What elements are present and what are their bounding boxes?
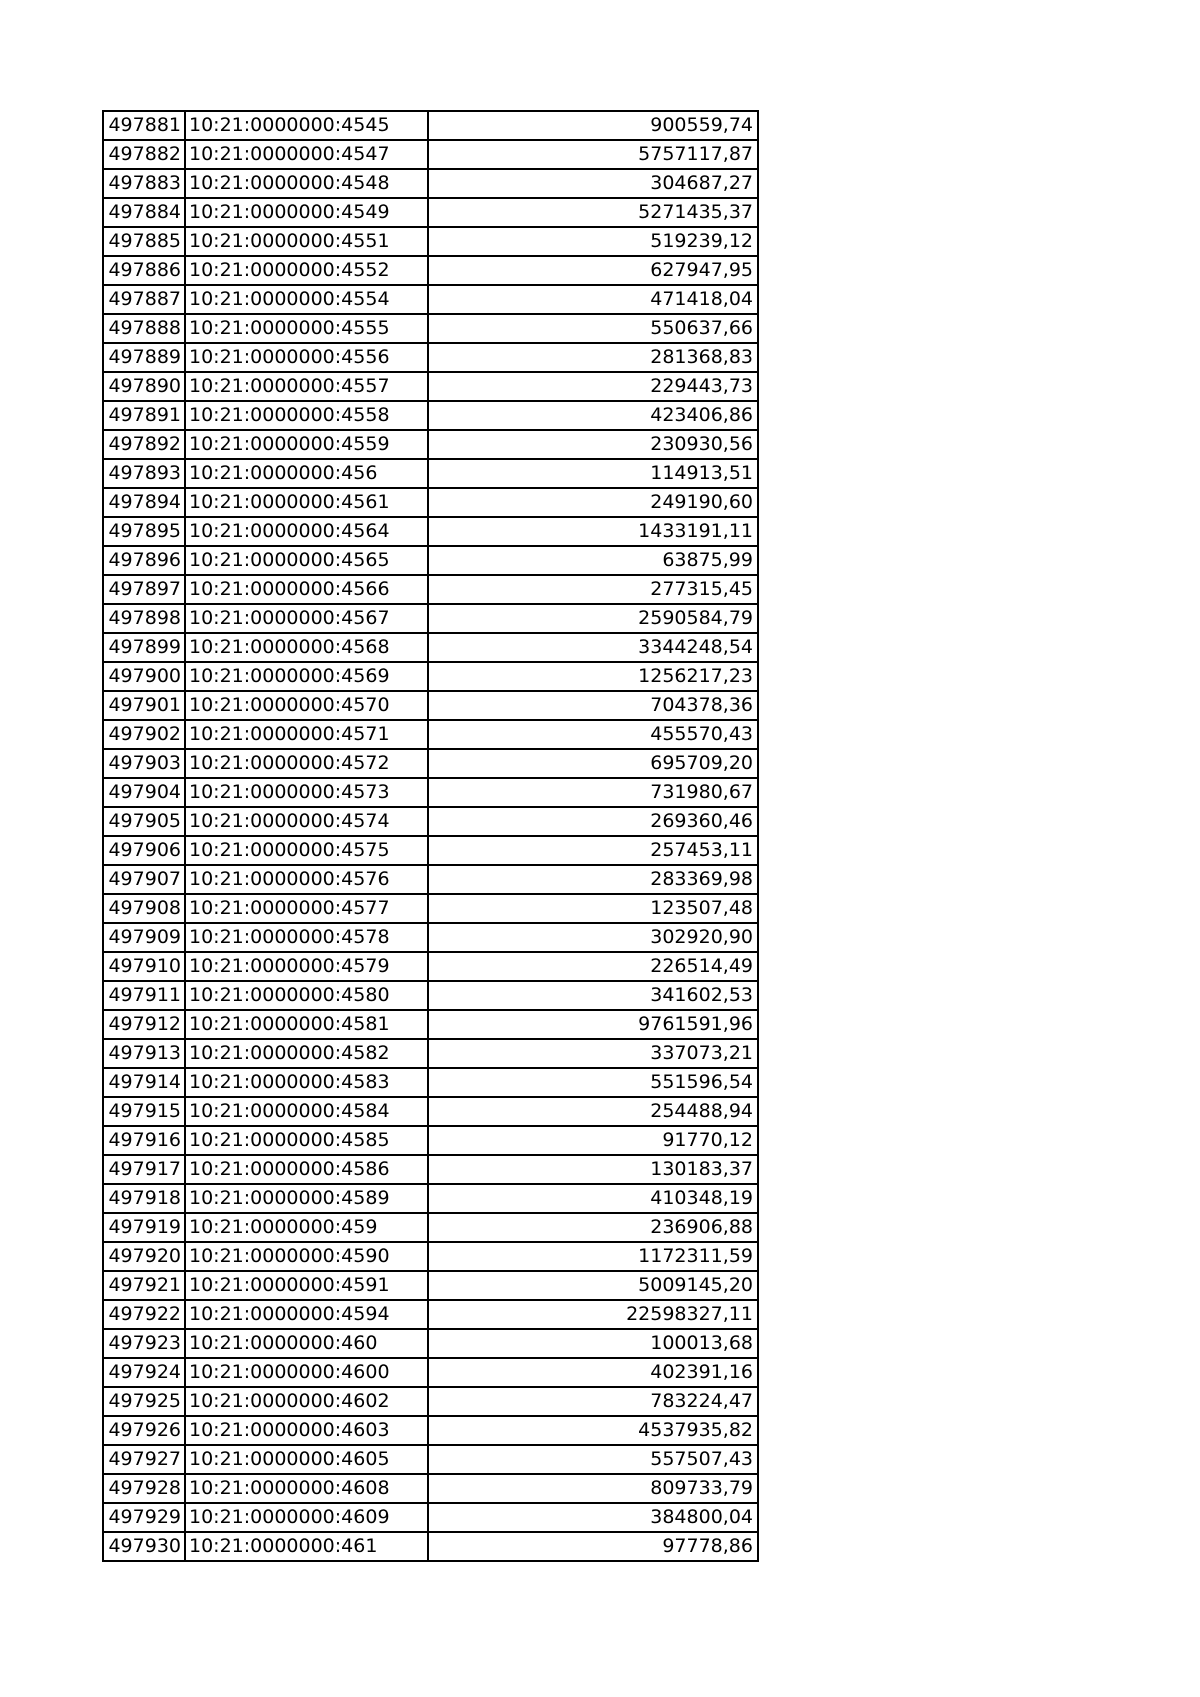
cadastral-code-cell: 10:21:0000000:4552 bbox=[185, 256, 428, 285]
cadastral-code-cell: 10:21:0000000:4556 bbox=[185, 343, 428, 372]
row-id-cell: 497898 bbox=[103, 604, 185, 633]
table-row bbox=[103, 981, 758, 1010]
document-page bbox=[102, 110, 759, 1562]
table-row bbox=[103, 1474, 758, 1503]
cadastral-code-cell: 10:21:0000000:4584 bbox=[185, 1097, 428, 1126]
cadastral-code-cell: 10:21:0000000:4548 bbox=[185, 169, 428, 198]
cadastral-code-cell: 10:21:0000000:4594 bbox=[185, 1300, 428, 1329]
row-id-cell: 497927 bbox=[103, 1445, 185, 1474]
row-id-cell: 497907 bbox=[103, 865, 185, 894]
table-row bbox=[103, 1039, 758, 1068]
amount-cell: 2590584,79 bbox=[428, 604, 758, 633]
cadastral-code-cell: 10:21:0000000:4549 bbox=[185, 198, 428, 227]
table-row bbox=[103, 691, 758, 720]
data-table bbox=[102, 110, 759, 1562]
amount-cell: 254488,94 bbox=[428, 1097, 758, 1126]
amount-cell: 695709,20 bbox=[428, 749, 758, 778]
cadastral-code-cell: 10:21:0000000:4555 bbox=[185, 314, 428, 343]
cadastral-code-cell: 10:21:0000000:4566 bbox=[185, 575, 428, 604]
cadastral-code-cell: 10:21:0000000:4582 bbox=[185, 1039, 428, 1068]
cadastral-code-cell: 10:21:0000000:4605 bbox=[185, 1445, 428, 1474]
table-row bbox=[103, 1213, 758, 1242]
row-id-cell: 497911 bbox=[103, 981, 185, 1010]
row-id-cell: 497896 bbox=[103, 546, 185, 575]
row-id-cell: 497916 bbox=[103, 1126, 185, 1155]
cadastral-code-cell: 10:21:0000000:4573 bbox=[185, 778, 428, 807]
amount-cell: 337073,21 bbox=[428, 1039, 758, 1068]
row-id-cell: 497922 bbox=[103, 1300, 185, 1329]
amount-cell: 9761591,96 bbox=[428, 1010, 758, 1039]
row-id-cell: 497893 bbox=[103, 459, 185, 488]
amount-cell: 277315,45 bbox=[428, 575, 758, 604]
table-row bbox=[103, 546, 758, 575]
table-row bbox=[103, 256, 758, 285]
cadastral-code-cell: 10:21:0000000:4554 bbox=[185, 285, 428, 314]
amount-cell: 731980,67 bbox=[428, 778, 758, 807]
amount-cell: 304687,27 bbox=[428, 169, 758, 198]
amount-cell: 236906,88 bbox=[428, 1213, 758, 1242]
cadastral-code-cell: 10:21:0000000:4572 bbox=[185, 749, 428, 778]
cadastral-code-cell: 10:21:0000000:4586 bbox=[185, 1155, 428, 1184]
amount-cell: 100013,68 bbox=[428, 1329, 758, 1358]
amount-cell: 3344248,54 bbox=[428, 633, 758, 662]
row-id-cell: 497921 bbox=[103, 1271, 185, 1300]
amount-cell: 423406,86 bbox=[428, 401, 758, 430]
table-row bbox=[103, 662, 758, 691]
row-id-cell: 497887 bbox=[103, 285, 185, 314]
cadastral-code-cell: 10:21:0000000:4551 bbox=[185, 227, 428, 256]
table-row bbox=[103, 1184, 758, 1213]
table-row bbox=[103, 285, 758, 314]
amount-cell: 130183,37 bbox=[428, 1155, 758, 1184]
amount-cell: 550637,66 bbox=[428, 314, 758, 343]
cadastral-code-cell: 10:21:0000000:4603 bbox=[185, 1416, 428, 1445]
cadastral-code-cell: 10:21:0000000:4579 bbox=[185, 952, 428, 981]
cadastral-code-cell: 10:21:0000000:459 bbox=[185, 1213, 428, 1242]
cadastral-code-cell: 10:21:0000000:4602 bbox=[185, 1387, 428, 1416]
table-row bbox=[103, 140, 758, 169]
amount-cell: 283369,98 bbox=[428, 865, 758, 894]
cadastral-code-cell: 10:21:0000000:4581 bbox=[185, 1010, 428, 1039]
cadastral-code-cell: 10:21:0000000:4570 bbox=[185, 691, 428, 720]
table-row bbox=[103, 1155, 758, 1184]
table-row bbox=[103, 1329, 758, 1358]
table-row bbox=[103, 1242, 758, 1271]
row-id-cell: 497890 bbox=[103, 372, 185, 401]
amount-cell: 257453,11 bbox=[428, 836, 758, 865]
row-id-cell: 497912 bbox=[103, 1010, 185, 1039]
table-row bbox=[103, 894, 758, 923]
cadastral-code-cell: 10:21:0000000:4561 bbox=[185, 488, 428, 517]
cadastral-code-cell: 10:21:0000000:456 bbox=[185, 459, 428, 488]
amount-cell: 402391,16 bbox=[428, 1358, 758, 1387]
cadastral-code-cell: 10:21:0000000:4590 bbox=[185, 1242, 428, 1271]
table-row bbox=[103, 1445, 758, 1474]
table-row bbox=[103, 1271, 758, 1300]
table-row bbox=[103, 575, 758, 604]
row-id-cell: 497909 bbox=[103, 923, 185, 952]
table-row bbox=[103, 923, 758, 952]
cadastral-code-cell: 10:21:0000000:4577 bbox=[185, 894, 428, 923]
row-id-cell: 497882 bbox=[103, 140, 185, 169]
table-row bbox=[103, 517, 758, 546]
table-row bbox=[103, 488, 758, 517]
amount-cell: 384800,04 bbox=[428, 1503, 758, 1532]
amount-cell: 63875,99 bbox=[428, 546, 758, 575]
row-id-cell: 497923 bbox=[103, 1329, 185, 1358]
table-row bbox=[103, 720, 758, 749]
table-row bbox=[103, 227, 758, 256]
cadastral-code-cell: 10:21:0000000:4578 bbox=[185, 923, 428, 952]
row-id-cell: 497900 bbox=[103, 662, 185, 691]
cadastral-code-cell: 10:21:0000000:4564 bbox=[185, 517, 428, 546]
row-id-cell: 497897 bbox=[103, 575, 185, 604]
row-id-cell: 497885 bbox=[103, 227, 185, 256]
row-id-cell: 497905 bbox=[103, 807, 185, 836]
table-row bbox=[103, 1010, 758, 1039]
amount-cell: 410348,19 bbox=[428, 1184, 758, 1213]
row-id-cell: 497919 bbox=[103, 1213, 185, 1242]
amount-cell: 91770,12 bbox=[428, 1126, 758, 1155]
row-id-cell: 497928 bbox=[103, 1474, 185, 1503]
cadastral-code-cell: 10:21:0000000:4557 bbox=[185, 372, 428, 401]
amount-cell: 1256217,23 bbox=[428, 662, 758, 691]
table-row bbox=[103, 314, 758, 343]
cadastral-code-cell: 10:21:0000000:4589 bbox=[185, 1184, 428, 1213]
cadastral-code-cell: 10:21:0000000:4559 bbox=[185, 430, 428, 459]
amount-cell: 97778,86 bbox=[428, 1532, 758, 1561]
cadastral-code-cell: 10:21:0000000:4583 bbox=[185, 1068, 428, 1097]
table-row bbox=[103, 430, 758, 459]
row-id-cell: 497917 bbox=[103, 1155, 185, 1184]
amount-cell: 455570,43 bbox=[428, 720, 758, 749]
amount-cell: 5009145,20 bbox=[428, 1271, 758, 1300]
table-row bbox=[103, 1416, 758, 1445]
row-id-cell: 497914 bbox=[103, 1068, 185, 1097]
amount-cell: 519239,12 bbox=[428, 227, 758, 256]
row-id-cell: 497895 bbox=[103, 517, 185, 546]
row-id-cell: 497894 bbox=[103, 488, 185, 517]
amount-cell: 809733,79 bbox=[428, 1474, 758, 1503]
row-id-cell: 497920 bbox=[103, 1242, 185, 1271]
row-id-cell: 497926 bbox=[103, 1416, 185, 1445]
table-row bbox=[103, 372, 758, 401]
table-body bbox=[103, 111, 758, 1561]
amount-cell: 229443,73 bbox=[428, 372, 758, 401]
table-row bbox=[103, 1300, 758, 1329]
row-id-cell: 497904 bbox=[103, 778, 185, 807]
cadastral-code-cell: 10:21:0000000:460 bbox=[185, 1329, 428, 1358]
row-id-cell: 497929 bbox=[103, 1503, 185, 1532]
amount-cell: 4537935,82 bbox=[428, 1416, 758, 1445]
amount-cell: 627947,95 bbox=[428, 256, 758, 285]
row-id-cell: 497888 bbox=[103, 314, 185, 343]
row-id-cell: 497883 bbox=[103, 169, 185, 198]
row-id-cell: 497901 bbox=[103, 691, 185, 720]
amount-cell: 471418,04 bbox=[428, 285, 758, 314]
row-id-cell: 497899 bbox=[103, 633, 185, 662]
amount-cell: 551596,54 bbox=[428, 1068, 758, 1097]
row-id-cell: 497910 bbox=[103, 952, 185, 981]
table-row bbox=[103, 1532, 758, 1561]
cadastral-code-cell: 10:21:0000000:4569 bbox=[185, 662, 428, 691]
row-id-cell: 497930 bbox=[103, 1532, 185, 1561]
amount-cell: 704378,36 bbox=[428, 691, 758, 720]
table-row bbox=[103, 604, 758, 633]
table-row bbox=[103, 836, 758, 865]
table-row bbox=[103, 169, 758, 198]
row-id-cell: 497918 bbox=[103, 1184, 185, 1213]
row-id-cell: 497884 bbox=[103, 198, 185, 227]
amount-cell: 269360,46 bbox=[428, 807, 758, 836]
row-id-cell: 497881 bbox=[103, 111, 185, 140]
amount-cell: 230930,56 bbox=[428, 430, 758, 459]
cadastral-code-cell: 10:21:0000000:4568 bbox=[185, 633, 428, 662]
table-row bbox=[103, 865, 758, 894]
row-id-cell: 497925 bbox=[103, 1387, 185, 1416]
cadastral-code-cell: 10:21:0000000:4609 bbox=[185, 1503, 428, 1532]
table-row bbox=[103, 198, 758, 227]
table-row bbox=[103, 778, 758, 807]
row-id-cell: 497913 bbox=[103, 1039, 185, 1068]
amount-cell: 226514,49 bbox=[428, 952, 758, 981]
cadastral-code-cell: 10:21:0000000:4591 bbox=[185, 1271, 428, 1300]
amount-cell: 302920,90 bbox=[428, 923, 758, 952]
cadastral-code-cell: 10:21:0000000:4608 bbox=[185, 1474, 428, 1503]
amount-cell: 1433191,11 bbox=[428, 517, 758, 546]
table-row bbox=[103, 1358, 758, 1387]
table-row bbox=[103, 1068, 758, 1097]
amount-cell: 22598327,11 bbox=[428, 1300, 758, 1329]
cadastral-code-cell: 10:21:0000000:4575 bbox=[185, 836, 428, 865]
table-row bbox=[103, 749, 758, 778]
table-row bbox=[103, 343, 758, 372]
amount-cell: 249190,60 bbox=[428, 488, 758, 517]
amount-cell: 5757117,87 bbox=[428, 140, 758, 169]
row-id-cell: 497903 bbox=[103, 749, 185, 778]
table-row bbox=[103, 459, 758, 488]
row-id-cell: 497892 bbox=[103, 430, 185, 459]
table-row bbox=[103, 1503, 758, 1532]
cadastral-code-cell: 10:21:0000000:4571 bbox=[185, 720, 428, 749]
row-id-cell: 497902 bbox=[103, 720, 185, 749]
row-id-cell: 497889 bbox=[103, 343, 185, 372]
amount-cell: 341602,53 bbox=[428, 981, 758, 1010]
cadastral-code-cell: 10:21:0000000:4580 bbox=[185, 981, 428, 1010]
row-id-cell: 497908 bbox=[103, 894, 185, 923]
row-id-cell: 497886 bbox=[103, 256, 185, 285]
table-row bbox=[103, 401, 758, 430]
cadastral-code-cell: 10:21:0000000:4565 bbox=[185, 546, 428, 575]
row-id-cell: 497915 bbox=[103, 1097, 185, 1126]
cadastral-code-cell: 10:21:0000000:4547 bbox=[185, 140, 428, 169]
cadastral-code-cell: 10:21:0000000:4545 bbox=[185, 111, 428, 140]
amount-cell: 5271435,37 bbox=[428, 198, 758, 227]
row-id-cell: 497924 bbox=[103, 1358, 185, 1387]
cadastral-code-cell: 10:21:0000000:4567 bbox=[185, 604, 428, 633]
amount-cell: 1172311,59 bbox=[428, 1242, 758, 1271]
cadastral-code-cell: 10:21:0000000:4585 bbox=[185, 1126, 428, 1155]
amount-cell: 900559,74 bbox=[428, 111, 758, 140]
cadastral-code-cell: 10:21:0000000:4574 bbox=[185, 807, 428, 836]
row-id-cell: 497891 bbox=[103, 401, 185, 430]
amount-cell: 281368,83 bbox=[428, 343, 758, 372]
table-row bbox=[103, 111, 758, 140]
table-row bbox=[103, 1126, 758, 1155]
table-row bbox=[103, 1387, 758, 1416]
table-row bbox=[103, 1097, 758, 1126]
table-row bbox=[103, 633, 758, 662]
table-row bbox=[103, 807, 758, 836]
table-row bbox=[103, 952, 758, 981]
cadastral-code-cell: 10:21:0000000:4558 bbox=[185, 401, 428, 430]
cadastral-code-cell: 10:21:0000000:4600 bbox=[185, 1358, 428, 1387]
cadastral-code-cell: 10:21:0000000:461 bbox=[185, 1532, 428, 1561]
row-id-cell: 497906 bbox=[103, 836, 185, 865]
cadastral-code-cell: 10:21:0000000:4576 bbox=[185, 865, 428, 894]
amount-cell: 557507,43 bbox=[428, 1445, 758, 1474]
amount-cell: 783224,47 bbox=[428, 1387, 758, 1416]
amount-cell: 114913,51 bbox=[428, 459, 758, 488]
amount-cell: 123507,48 bbox=[428, 894, 758, 923]
